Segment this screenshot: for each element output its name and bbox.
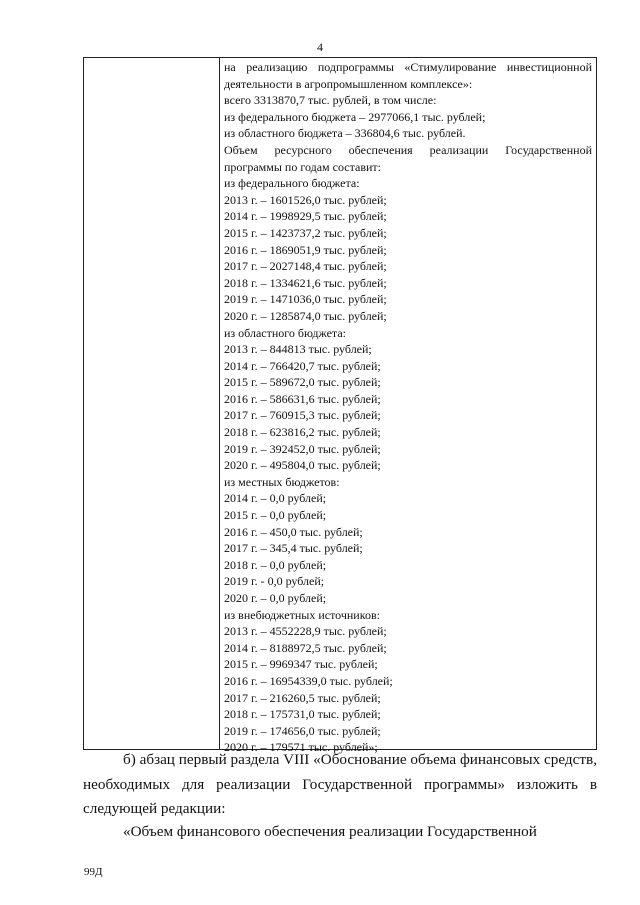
program-table <box>83 57 597 755</box>
federal-total-line: из федерального бюджета – 2977066,1 тыс. рублей; <box>224 109 486 124</box>
federal-year-line: 2013 г. – 1601526,0 тыс. рублей; <box>224 192 387 207</box>
paragraph-quote: «Объем финансового обеспечения реализации Государственной <box>123 823 537 840</box>
extrabudget-year-line: 2013 г. – 4552228,9 тыс. рублей; <box>224 624 387 639</box>
extrabudget-year-line: 2020 г. – 179571 тыс. рублей»; <box>224 740 378 755</box>
federal-year-line: 2019 г. – 1471036,0 тыс. рублей; <box>224 292 387 307</box>
extrabudget-heading: из внебюджетных источников: <box>224 607 380 622</box>
local-year-line: 2014 г. – 0,0 рублей; <box>224 491 327 506</box>
extrabudget-year-line: 2019 г. – 174656,0 тыс. рублей; <box>224 723 381 738</box>
regional-total-line: из областного бюджета – 336804,6 тыс. рублей. <box>224 126 466 141</box>
local-year-line: 2017 г. – 345,4 тыс. рублей; <box>224 541 363 556</box>
extrabudget-year-line: 2016 г. – 16954339,0 тыс. рублей; <box>224 673 393 688</box>
local-year-line: 2016 г. – 450,0 тыс. рублей; <box>224 524 363 539</box>
local-year-line: 2020 г. – 0,0 рублей; <box>224 591 327 605</box>
regional-year-line: 2020 г. – 495804,0 тыс. рублей; <box>224 458 381 473</box>
regional-year-line: 2018 г. – 623816,2 тыс. рублей; <box>224 425 381 440</box>
federal-year-line: 2017 г. – 2027148,4 тыс. рублей; <box>224 259 387 274</box>
regional-year-line: 2017 г. – 760915,3 тыс. рублей; <box>224 408 381 423</box>
volume-heading: Объем ресурсного обеспечения реализации Государственной программы по годам составит: <box>224 142 592 174</box>
regional-year-line: 2016 г. – 586631,6 тыс. рублей; <box>224 391 381 406</box>
total-line: всего 3313870,7 тыс. рублей, в том числе: <box>224 93 437 108</box>
local-heading: из местных бюджетов: <box>224 474 340 489</box>
federal-heading: из федерального бюджета: <box>224 176 360 191</box>
federal-year-line: 2014 г. – 1998929,5 тыс. рублей; <box>224 209 387 224</box>
local-year-line: 2019 г. - 0,0 рублей; <box>224 574 325 589</box>
extrabudget-year-line: 2017 г. – 216260,5 тыс. рублей; <box>224 690 381 705</box>
regional-year-line: 2013 г. – 844813 тыс. рублей; <box>224 342 372 357</box>
extrabudget-year-line: 2014 г. – 8188972,5 тыс. рублей; <box>224 640 387 655</box>
extrabudget-year-line: 2018 г. – 175731,0 тыс. рублей; <box>224 707 381 722</box>
federal-year-line: 2018 г. – 1334621,6 тыс. рублей; <box>224 275 387 290</box>
regional-year-line: 2014 г. – 766420,7 тыс. рублей; <box>224 358 381 373</box>
footer-code: 99Д <box>84 866 103 878</box>
local-year-line: 2015 г. – 0,0 рублей; <box>224 508 327 523</box>
table-cell-content <box>224 59 592 756</box>
table-column-divider <box>219 58 220 749</box>
subprogram-intro: на реализацию подпрограммы «Стимулирование инвестиционной деятельности в агропромышленном комплексе»: <box>224 60 592 91</box>
federal-year-line: 2016 г. – 1869051,9 тыс. рублей; <box>224 242 387 257</box>
regional-heading: из областного бюджета: <box>224 325 346 340</box>
page-number: 4 <box>317 40 323 54</box>
extrabudget-year-line: 2015 г. – 9969347 тыс. рублей; <box>224 657 378 672</box>
federal-year-line: 2020 г. – 1285874,0 тыс. рублей; <box>224 308 387 323</box>
paragraph-b: б) абзац первый раздела VIII «Обоснование объема финансовых средств, необходимых для реализации Государственной программы» изложить в следующей редакции: <box>83 751 597 817</box>
local-year-line: 2018 г. – 0,0 рублей; <box>224 557 327 572</box>
federal-year-line: 2015 г. – 1423737,2 тыс. рублей; <box>224 225 387 240</box>
regional-year-line: 2015 г. – 589672,0 тыс. рублей; <box>224 375 381 390</box>
regional-year-line: 2019 г. – 392452,0 тыс. рублей; <box>224 441 381 456</box>
